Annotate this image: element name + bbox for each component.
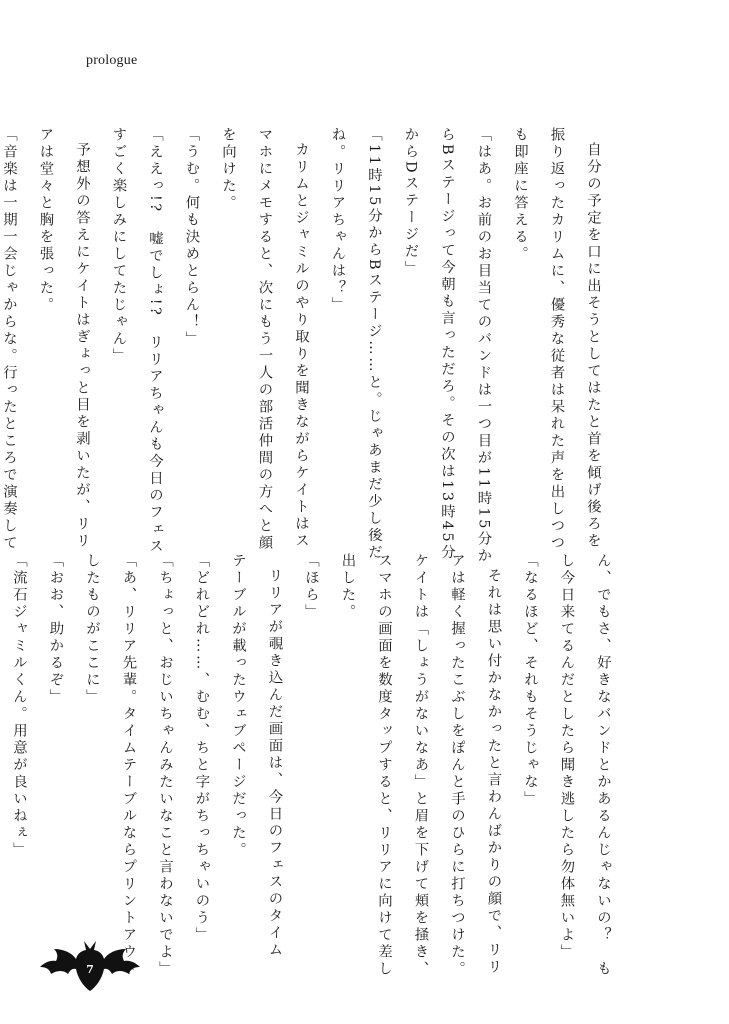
text-line: 「ちょっと、おじいちゃんみたいなこと言わないでよ」: [157, 553, 173, 978]
text-line: ん、でもさ、好きなバンドとかあるんじゃないの？ も: [595, 553, 611, 978]
body-text-upper: [1, 127, 611, 566]
text-line: アは軽く握ったこぶしをぽんと手のひらに打ちつけた。: [449, 553, 465, 978]
text-line: それは思い付かなかったと言わんばかりの顔で、リリ: [485, 568, 502, 977]
text-line: 「なるほど、それもそうじゃな」: [522, 553, 538, 808]
text-line: ね。リリアちゃんは？」: [329, 127, 346, 314]
text-line: ケイトは「しょうがないなあ」と眉を下げて頬を掻き、: [412, 553, 429, 978]
text-line: 「どれどれ……、むむ、ちと字がちっちゃいのう」: [193, 553, 210, 944]
text-line: 自分の予定を口に出そうとしてはたと首を傾げ後ろを: [585, 142, 601, 551]
text-line: 「流石ジャミルくん。用意が良いねぇ」: [11, 553, 27, 859]
text-line: テーブルが載ったウェブページだった。: [230, 553, 246, 859]
text-line: 予想外の答えにケイトはぎょっと目を剥いたが、リリ: [74, 142, 90, 551]
body-text-lower: [11, 553, 621, 978]
text-line: からDステージだ」: [402, 127, 419, 278]
text-line: 「おお、助かるぞ」: [47, 553, 64, 706]
text-line: らBステージって今朝も言っただろ。その次は13時45分: [439, 127, 455, 562]
text-line: リリアが覗き込んだ画面は、今日のフェスのタイム: [266, 568, 283, 960]
text-line: 「はあ。お前のお目当てのバンドは一つ目が11時15分か: [475, 127, 492, 566]
text-line: スマホの画面を数度タップすると、リリアに向けて差し: [376, 553, 392, 978]
text-line: 「うむ。何も決めとらん！」: [183, 127, 200, 348]
text-line: 「ええっ!? 嘘でしょ!? リリアちゃんも今日のフェス: [147, 127, 163, 556]
text-line: も即座に答える。: [512, 127, 528, 263]
page-folio: [40, 937, 140, 993]
text-line: すごく楽しみにしてたじゃん」: [110, 127, 127, 365]
text-line: アは堂々と胸を張った。: [37, 127, 54, 314]
text-line: し今日来てるんだとしたら聞き逃したら勿体無いよ」: [558, 553, 575, 961]
section-title: prologue: [86, 53, 138, 68]
text-line: 「あ、リリア先輩。タイムテーブルならプリントアウト: [120, 553, 137, 978]
text-line: マホにメモすると、次にもう一人の部活仲間の方へと顔: [256, 127, 273, 552]
text-line: を向けた。: [220, 127, 236, 212]
text-line: 振り返ったカリムに、優秀な従者は呆れた声を出しつつ: [548, 127, 565, 552]
text-line: したものがここに」: [84, 553, 100, 706]
text-line: 「11時15分からBステージ……と。じゃあまだ少し後だ: [366, 127, 382, 562]
text-line: [0, 553, 1, 923]
page-number: 7: [86, 963, 94, 976]
text-line: 出した。: [339, 553, 356, 621]
text-line: 「ほら」: [303, 553, 319, 621]
text-line: カリムとジャミルのやり取りを聞きながらケイトはス: [293, 142, 309, 551]
text-line: 「音楽は一期一会じゃからな。行ったところで演奏して: [1, 127, 17, 552]
